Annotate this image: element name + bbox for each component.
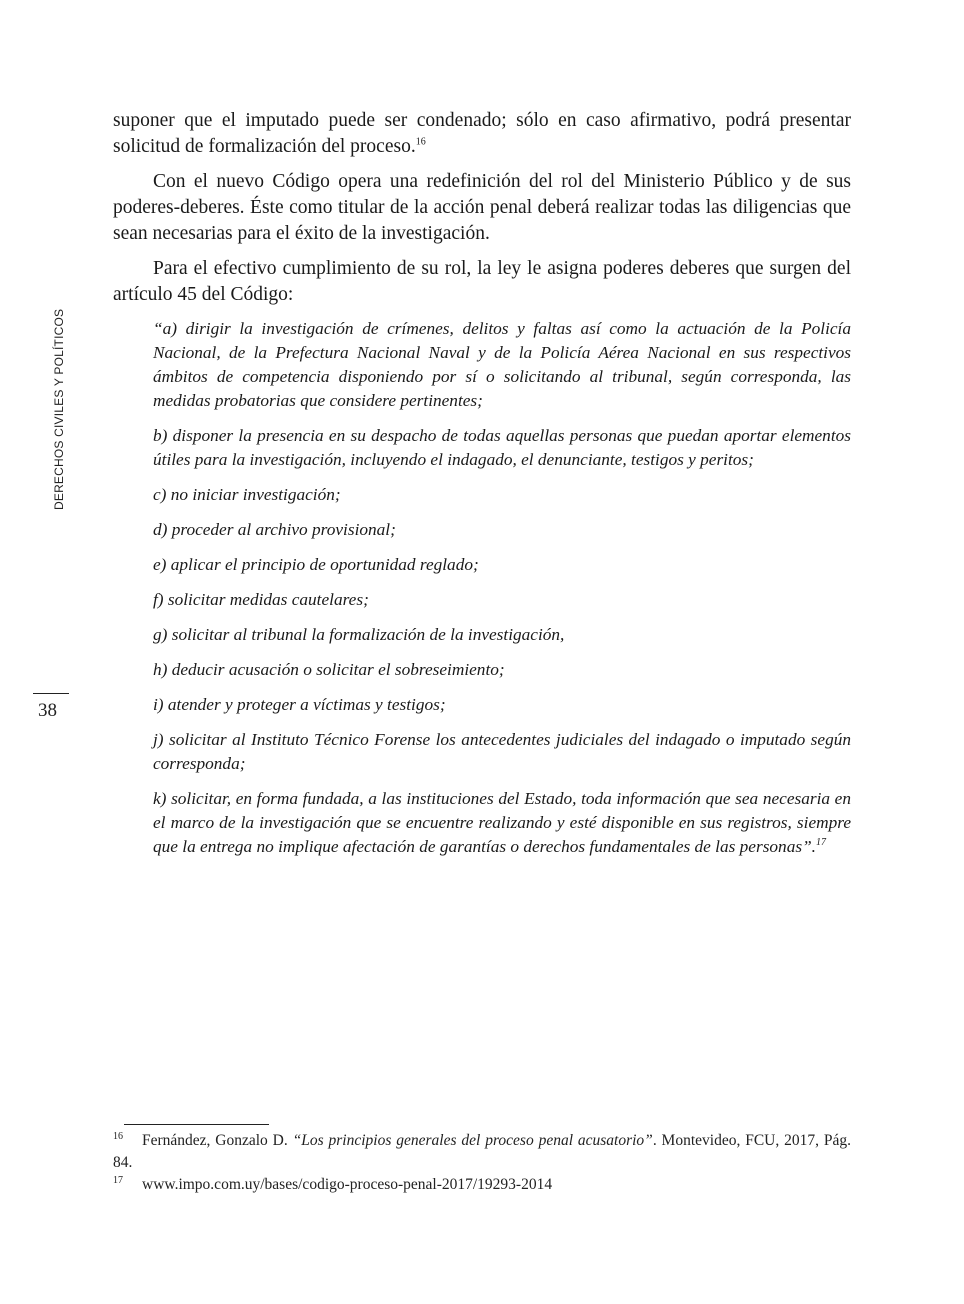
quote-item: i) atender y proteger a víctimas y testigos;	[153, 695, 446, 714]
running-section-title: DERECHOS CIVILES Y POLÍTICOS	[52, 308, 66, 510]
quote-item: “a) dirigir la investigación de crímenes, delitos y faltas así como la actuación de la Policía Nacional, de la Prefectura Nacional Naval y de la Policía Aérea Nacional en sus respectivos ámbitos de competencia disponiendo por sí o solicitando al tribunal, según corresponda, las medidas probatorias que considere pertinentes;	[153, 319, 851, 410]
quote-item: e) aplicar el principio de oportunidad reglado;	[153, 555, 479, 574]
quote-item: g) solicitar al tribunal la formalización de la investigación,	[153, 625, 565, 644]
quote-item: f) solicitar medidas cautelares;	[153, 590, 369, 609]
quote-item: c) no iniciar investigación;	[153, 485, 341, 504]
cited-title: “Los principios generales del proceso penal acusatorio”	[292, 1132, 653, 1149]
footnote-number: 16	[113, 1131, 123, 1142]
footnotes	[113, 1130, 851, 1196]
footnote-ref[interactable]: 16	[415, 136, 426, 148]
quote-item: h) deducir acusación o solicitar el sobreseimiento;	[153, 660, 505, 679]
footnote-ref[interactable]: 17	[816, 837, 826, 849]
article-quote	[153, 317, 851, 859]
quote-item: k) solicitar, en forma fundada, a las instituciones del Estado, toda información que sea necesaria en el marco de la investigación que se encuentre realizando y esté disponible en sus registros, siempre que la entrega no implique afectación de garantías o derechos fundamentales de las personas”.$^{17}$	[153, 789, 851, 856]
quote-item: j) solicitar al Instituto Técnico Forense los antecedentes judiciales del indagado o imputado según corresponda;	[153, 730, 851, 773]
footnote-number: 17	[113, 1175, 123, 1186]
footnote-separator	[124, 1124, 269, 1125]
footnote: 16 Fernández, Gonzalo D. “Los principios generales del proceso penal acusatorio”. Montevideo, FCU, 2017, Pág. 84.	[113, 1130, 851, 1174]
paragraph: Con el nuevo Código opera una redefinición del rol del Ministerio Público y de sus poderes-deberes. Éste como titular de la acción penal deberá realizar todas las diligencias que sean necesarias para el éxito de la investigación.	[113, 171, 851, 244]
footnote-url[interactable]: www.impo.com.uy/bases/codigo-proceso-penal-2017/19293-2014	[142, 1176, 553, 1193]
quote-item: b) disponer la presencia en su despacho de todas aquellas personas que puedan aportar elementos útiles para la investigación, incluyendo el indagado, el denunciante, testigos y peritos;	[153, 426, 851, 469]
body-text	[113, 108, 851, 870]
page-number-rule	[33, 693, 69, 694]
footnote	[113, 1174, 851, 1196]
quote-item: d) proceder al archivo provisional;	[153, 520, 396, 539]
paragraph: Para el efectivo cumplimiento de su rol, la ley le asigna poderes deberes que surgen del artículo 45 del Código:	[113, 258, 851, 305]
paragraph: suponer que el imputado puede ser condenado; sólo en caso afirmativo, podrá presentar solicitud de formalización del proceso.$^{16}$	[113, 110, 851, 157]
page-number: 38	[38, 700, 57, 721]
